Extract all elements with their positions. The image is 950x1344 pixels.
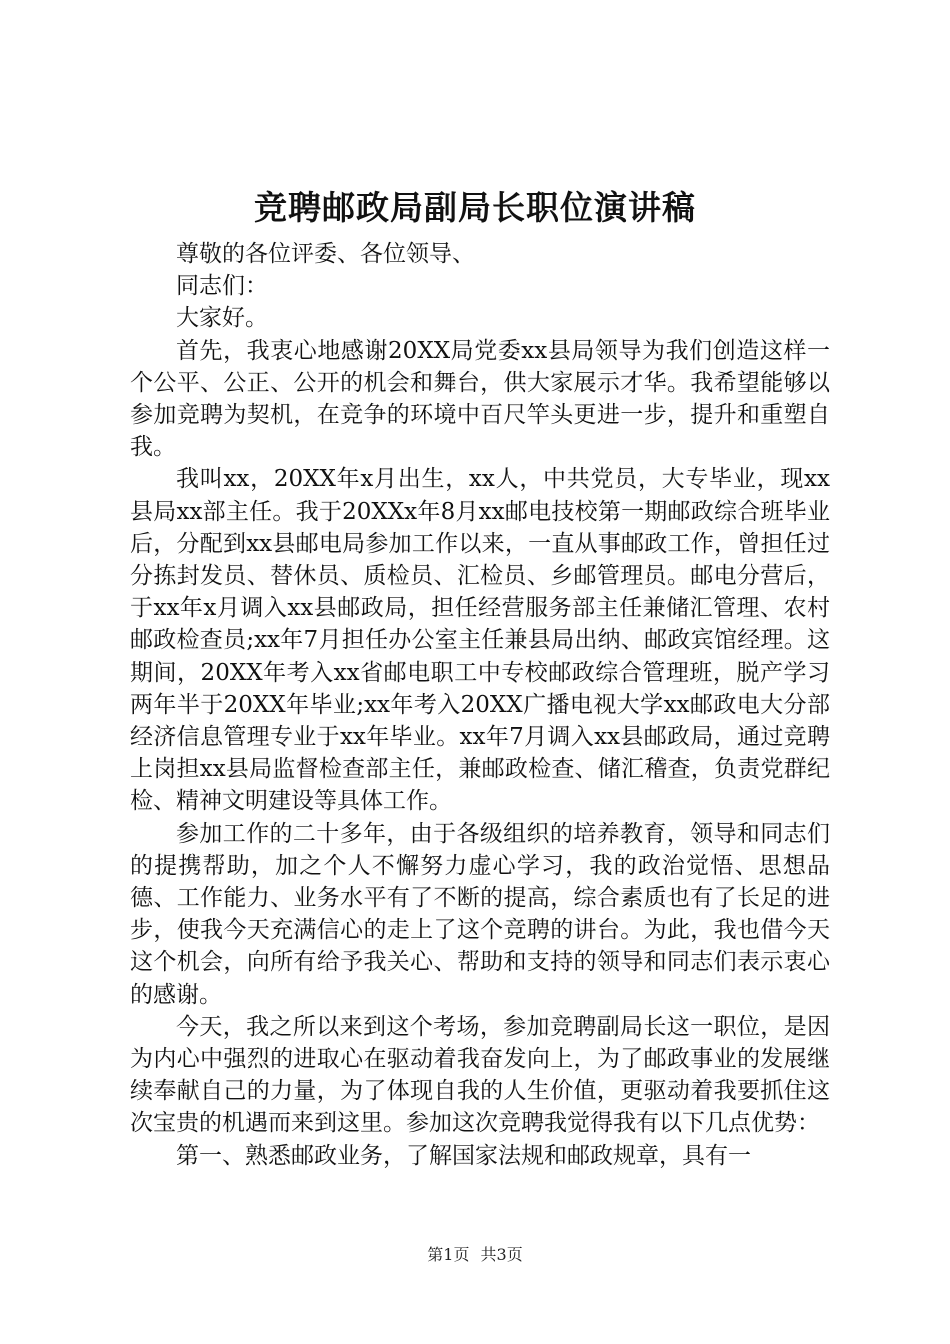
page-number: 第1页 [427, 1245, 470, 1264]
body-paragraph: 首先，我衷心地感谢20XX局党委xx县局领导为我们创造这样一个公平、公正、公开的机会和舞台，供大家展示才华。我希望能够以参加竞聘为契机，在竞争的环境中百尺竿头更进一步，提升和重塑自我。 [130, 337, 830, 461]
body-paragraph: 参加工作的二十多年，由于各级组织的培养教育，领导和同志们的提携帮助，加之个人不懈努力虚心学习，我的政治觉悟、思想品德、工作能力、业务水平有了不断的提高，综合素质也有了长足的进步，使我今天充满信心的走上了这个竞聘的讲台。为此，我也借今天这个机会，向所有给予我关心、帮助和支持的领导和同志们表示衷心的感谢。 [130, 820, 830, 1008]
page-total: 共3页 [480, 1245, 523, 1264]
body-paragraph: 我叫xx，20XX年x月出生，xx人，中共党员，大专毕业，现xx县局xx部主任。我于20XXx年8月xx邮电技校第一期邮政综合班毕业后，分配到xx县邮电局参加工作以来，一直从事邮政工作，曾担任过分拣封发员、替休员、质检员、汇检员、乡邮管理员。邮电分营后，于xx年x月调入xx县邮政局，担任经营服务部主任兼储汇管理、农村邮政检查员;xx年7月担任办公室主任兼县局出纳、邮政宾馆经理。这期间，20XX年考入xx省邮电职工中专校邮政综合管理班，脱产学习两年半于20XX年毕业;xx年考入20XX广播电视大学xx邮政电大分部经济信息管理专业于xx年毕业。xx年7月调入xx县邮政局，通过竞聘上岗担xx县局监督检查部主任，兼邮政检查、储汇稽查，负责党群纪检、精神文明建设等具体工作。 [130, 466, 830, 815]
body-paragraph: 今天，我之所以来到这个考场，参加竞聘副局长这一职位，是因为内心中强烈的进取心在驱动着我奋发向上，为了邮政事业的发展继续奉献自己的力量，为了体现自我的人生价值，更驱动着我要抓住这次宝贵的机遇而来到这里。参加这次竞聘我觉得我有以下几点优势： [130, 1013, 830, 1137]
document-title: 竞聘邮政局副局长职位演讲稿 [254, 188, 696, 227]
document-body [130, 238, 830, 1172]
body-paragraph: 第一、熟悉邮政业务，了解国家法规和邮政规章，具有一 [176, 1142, 751, 1169]
salutation-line: 尊敬的各位评委、各位领导、 [176, 241, 475, 267]
salutation-line: 同志们： [176, 273, 268, 300]
page-footer [0, 1244, 950, 1266]
greeting-line: 大家好。 [176, 305, 268, 332]
